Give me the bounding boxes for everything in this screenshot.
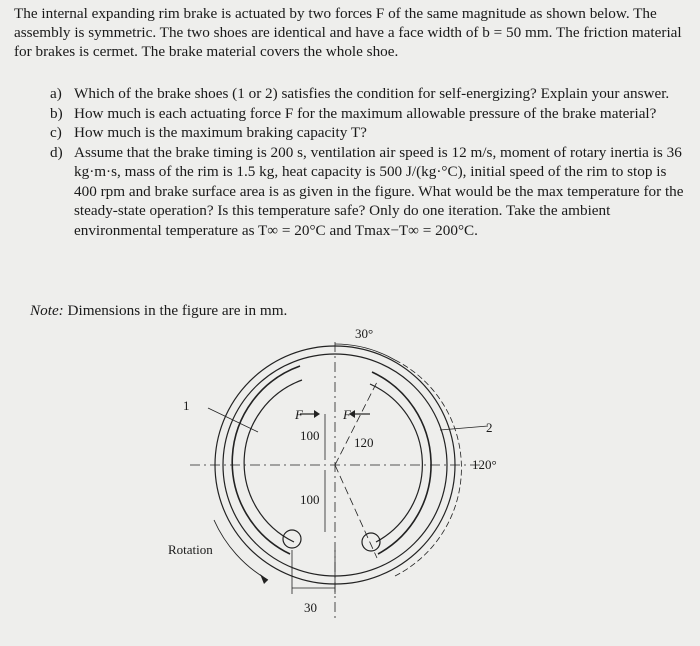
- angle-lower-line: [335, 465, 377, 558]
- question-c: [0, 123, 686, 143]
- shoe-1-leader: [208, 408, 258, 432]
- dim-lower-label: 100: [300, 492, 320, 507]
- question-marker: b): [50, 104, 63, 122]
- angle-right-label: 120°: [472, 457, 497, 472]
- shoe-2-leader: [440, 426, 488, 430]
- question-list: [0, 84, 700, 240]
- rotation-label: Rotation: [168, 542, 213, 557]
- pivot-left: [283, 530, 301, 548]
- shoe-2-label: 2: [486, 420, 493, 435]
- angle-top-label: 30°: [355, 326, 374, 341]
- note-text: Dimensions in the figure are in mm.: [63, 302, 288, 319]
- pivot-right: [362, 533, 380, 551]
- question-b: [0, 104, 686, 124]
- note-label: Note:: [30, 302, 64, 319]
- shoe-left-outer: [232, 366, 300, 554]
- brake-diagram: [150, 322, 520, 644]
- dim-bottom-label: 30: [304, 600, 317, 615]
- question-a: [0, 84, 686, 104]
- question-text: Assume that the brake timing is 200 s, ventilation air speed is 12 m/s, moment of rotary inertia is 36 kg·m·s, mass of the rim is 1.5 kg, heat capacity is 500 J/(kg·°C), initial speed of the rim to stop is 400 rpm and brake surface area is as given in the figure. What would be the max temperature for the steady-state operation? Is this temperature safe? Only do one iteration. Take the ambient environmental temperature as T∞ = 20°C and Tmax−T∞ = 200°C.: [74, 143, 684, 239]
- dim-radius-label: 120: [354, 435, 374, 450]
- question-marker: c): [50, 124, 62, 141]
- shoe-left-inner: [244, 380, 302, 542]
- dim-upper-label: 100: [300, 428, 320, 443]
- problem-statement: The internal expanding rim brake is actuated by two forces F of the same magnitude as shown below. The assembly is symmetric. The two shoes are identical and have a face width of b = 50 mm. The friction material for brakes is cermet. The brake material covers the whole shoe.: [14, 5, 682, 61]
- question-marker: a): [50, 85, 62, 102]
- angle-30-line: [335, 380, 378, 465]
- brake-figure: [150, 322, 520, 644]
- shoe-1-label: 1: [183, 398, 190, 413]
- question-text: How much is the maximum braking capacity T?: [74, 124, 367, 141]
- force-left-label: F: [295, 407, 303, 422]
- question-marker: d): [50, 143, 63, 161]
- question-text: How much is each actuating force F for the maximum allowable pressure of the brake material?: [74, 104, 657, 122]
- angle-120-arc: [395, 360, 461, 576]
- question-text: Which of the brake shoes (1 or 2) satisfies the condition for self-energizing? Explain your answer.: [74, 85, 670, 102]
- force-left-arrowhead: [314, 410, 320, 418]
- question-d: [0, 143, 686, 241]
- rotation-arc: [214, 520, 268, 580]
- force-right-label: F: [343, 407, 351, 422]
- figure-note: [30, 302, 287, 320]
